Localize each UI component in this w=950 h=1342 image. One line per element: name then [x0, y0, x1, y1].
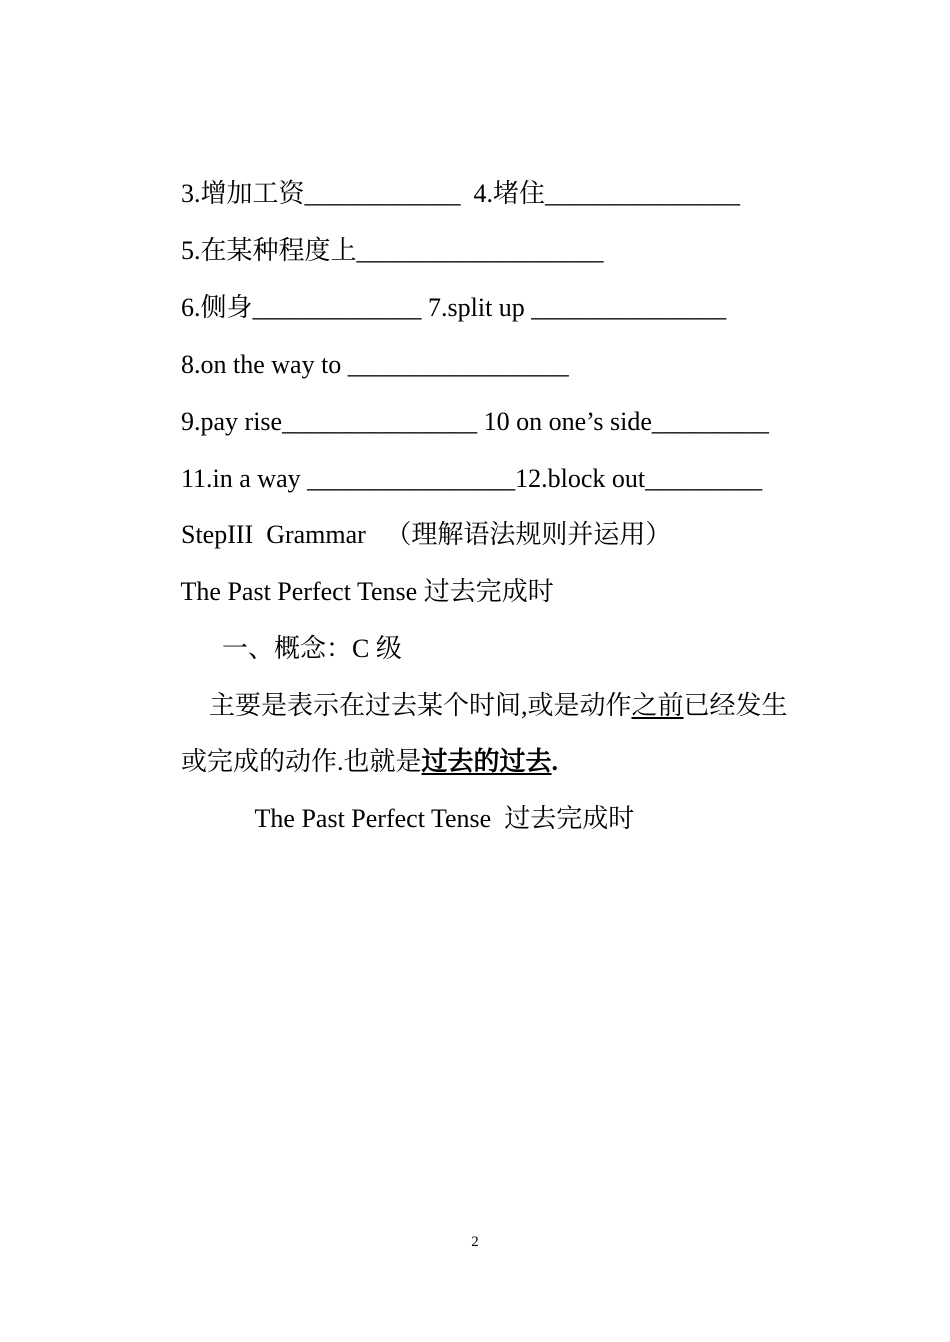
definition-end: .	[551, 747, 559, 776]
vocab-item-10: 10 on one’s side_________	[483, 407, 769, 436]
vocab-item-6: 6.侧身_____________	[181, 293, 422, 322]
vocab-item-7: 7.split up _______________	[428, 293, 727, 322]
vocab-item-4: 4.堵住_______________	[473, 179, 741, 208]
vocab-item-5: 5.在某种程度上___________________	[181, 236, 604, 265]
vocab-item-11: 11.in a way ________________	[181, 464, 516, 493]
definition-text-2: 已经发生	[683, 691, 788, 720]
tense-title-repeat	[229, 768, 634, 870]
vocab-item-8: 8.on the way to _________________	[181, 350, 569, 379]
page-number: 2	[471, 1234, 479, 1250]
concept-label: 一、概念：C 级	[222, 634, 402, 663]
definition-text-1: 主要是表示在过去某个时间,或是动作	[209, 691, 632, 720]
definition-emphasis: 过去的过去	[421, 747, 552, 776]
definition-text-3: 或完成的动作.也就是	[181, 747, 422, 776]
vocab-item-3: 3.增加工资____________	[181, 179, 461, 208]
tense-title-repeat-text: The Past Perfect Tense 过去完成时	[254, 804, 635, 833]
definition-underlined: 之前	[631, 691, 684, 720]
tense-title-text: The Past Perfect Tense 过去完成时	[180, 577, 554, 606]
vocab-item-12: 12.block out_________	[515, 464, 763, 493]
vocab-item-9: 9.pay rise_______________	[181, 407, 478, 436]
step-heading-title: StepIII Grammar	[181, 520, 366, 549]
step-heading-note: （理解语法规则并运用）	[385, 520, 672, 549]
